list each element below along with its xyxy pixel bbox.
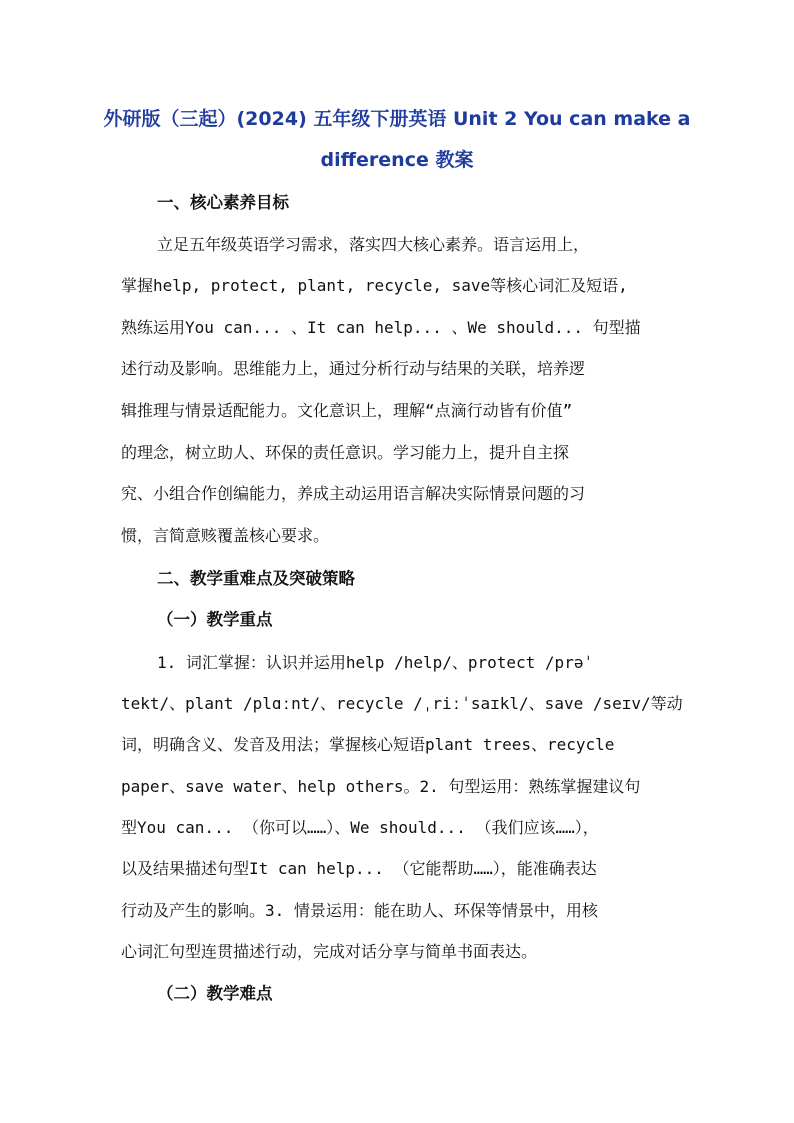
- paragraph-line: 惯，言简意赅覆盖核心要求。: [121, 526, 330, 545]
- subsection-heading-focus: （一）教学重点: [157, 610, 273, 629]
- paragraph-line: 1. 词汇掌握：认识并运用help /help/、protect /prəˈ: [157, 653, 594, 672]
- paragraph-line: paper、save water、help others。2. 句型运用：熟练掌握建议句: [121, 777, 641, 796]
- paragraph-line: 的理念，树立助人、环保的责任意识。学习能力上，提升自主探: [121, 443, 570, 462]
- paragraph-line: 究、小组合作创编能力，养成主动运用语言解决实际情景问题的习: [121, 484, 586, 503]
- paragraph-line: 熟练运用You can... 、It can help... 、We should... 句型描: [121, 318, 641, 337]
- paragraph-line: 心词汇句型连贯描述行动，完成对话分享与简单书面表达。: [121, 942, 538, 961]
- paragraph-line: 掌握help, protect, plant, recycle, save等核心词汇及短语,: [121, 276, 628, 295]
- paragraph-line: 行动及产生的影响。3. 情景运用：能在助人、环保等情景中，用核: [121, 901, 598, 920]
- paragraph-line: 辑推理与情景适配能力。文化意识上，理解“点滴行动皆有价值”: [121, 401, 573, 420]
- section-heading-core-goals: 一、核心素养目标: [157, 193, 289, 212]
- paragraph-line: 词，明确含义、发音及用法；掌握核心短语plant trees、recycle: [121, 735, 615, 754]
- title-line-1: 外研版（三起）(2024) 五年级下册英语 Unit 2 You can make a: [103, 108, 691, 130]
- paragraph-line: 以及结果描述句型It can help... （它能帮助……），能准确表达: [121, 859, 597, 878]
- paragraph-line: 述行动及影响。思维能力上，通过分析行动与结果的关联，培养逻: [121, 359, 586, 378]
- section-heading-key-points: 二、教学重难点及突破策略: [157, 569, 355, 588]
- paragraph-line: 立足五年级英语学习需求，落实四大核心素养。语言运用上，: [157, 235, 590, 254]
- paragraph-line: 型You can... （你可以……）、We should... （我们应该……），: [121, 818, 599, 837]
- document-title: [100, 99, 694, 181]
- subsection-heading-difficulties: （二）教学难点: [157, 984, 273, 1003]
- paragraph-line: tekt/、plant /plɑːnt/、recycle /ˌriːˈsaɪkl/、save /seɪv/等动: [121, 694, 683, 713]
- title-line-2: difference 教案: [320, 149, 474, 171]
